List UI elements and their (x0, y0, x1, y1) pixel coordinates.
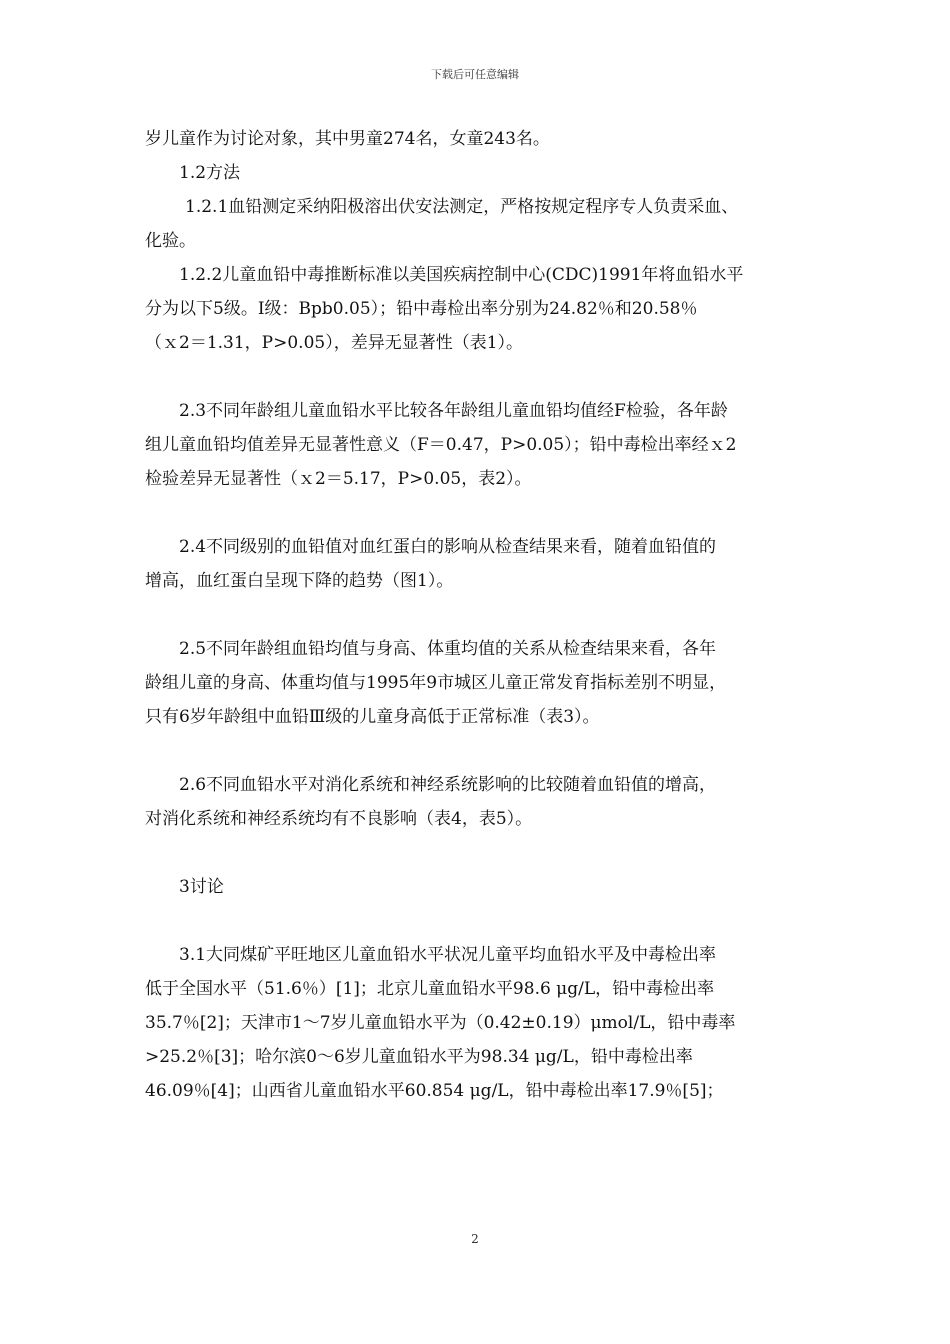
body-line: （ｘ2＝1.31，P>0.05），差异无显著性（表1）。 (145, 333, 524, 353)
document-body (145, 122, 825, 1108)
body-line: 低于全国水平（51.6％）[1]；北京儿童血铅水平98.6 μg/L，铅中毒检出率 (145, 979, 715, 999)
body-line: 增高，血红蛋白呈现下降的趋势（图1）。 (145, 571, 454, 591)
body-line: 35.7％[2]；天津市1～7岁儿童血铅水平为（0.42±0.19）μmol/L，铅中毒率 (145, 1013, 736, 1033)
body-line: 岁儿童作为讨论对象，其中男童274名，女童243名。 (145, 129, 550, 149)
body-line: 组儿童血铅均值差异无显著性意义（F＝0.47，P>0.05）；铅中毒检出率经ｘ2 (145, 435, 737, 455)
body-line: 3.1大同煤矿平旺地区儿童血铅水平状况儿童平均血铅水平及中毒检出率 (179, 945, 717, 965)
section-heading: 3讨论 (179, 877, 224, 897)
page-number: 2 (471, 1232, 479, 1246)
body-line: 2.3不同年龄组儿童血铅水平比较各年龄组儿童血铅均值经F检验，各年龄 (179, 401, 728, 421)
body-line: 2.6不同血铅水平对消化系统和神经系统影响的比较随着血铅值的增高， (179, 775, 717, 795)
body-line: 对消化系统和神经系统均有不良影响（表4，表5）。 (145, 809, 533, 829)
body-line: 1.2.1血铅测定采纳阳极溶出伏安法测定，严格按规定程序专人负责采血、 (185, 197, 739, 217)
body-line: 化验。 (145, 231, 196, 251)
body-line: >25.2％[3]；哈尔滨0～6岁儿童血铅水平为98.34 μg/L，铅中毒检出率 (145, 1047, 693, 1067)
body-line: 46.09％[4]；山西省儿童血铅水平60.854 μg/L，铅中毒检出率17.9％[5]； (145, 1081, 724, 1101)
page-header: 下载后可任意编辑 (431, 68, 519, 81)
body-line: 1.2.2儿童血铅中毒推断标准以美国疾病控制中心(CDC)1991年将血铅水平 (179, 265, 744, 285)
body-line: 2.5不同年龄组血铅均值与身高、体重均值的关系从检查结果来看，各年 (179, 639, 717, 659)
body-line: 分为以下5级。Ⅰ级：Bpb0.05）；铅中毒检出率分别为24.82％和20.58％ (145, 299, 698, 319)
body-line: 2.4不同级别的血铅值对血红蛋白的影响从检查结果来看，随着血铅值的 (179, 537, 717, 557)
body-line: 检验差异无显著性（ｘ2＝5.17，P>0.05，表2）。 (145, 469, 532, 489)
body-line: 只有6岁年龄组中血铅Ⅲ级的儿童身高低于正常标准（表3）。 (145, 707, 600, 727)
section-heading: 1.2方法 (179, 163, 241, 183)
body-line: 龄组儿童的身高、体重均值与1995年9市城区儿童正常发育指标差别不明显， (145, 673, 727, 693)
